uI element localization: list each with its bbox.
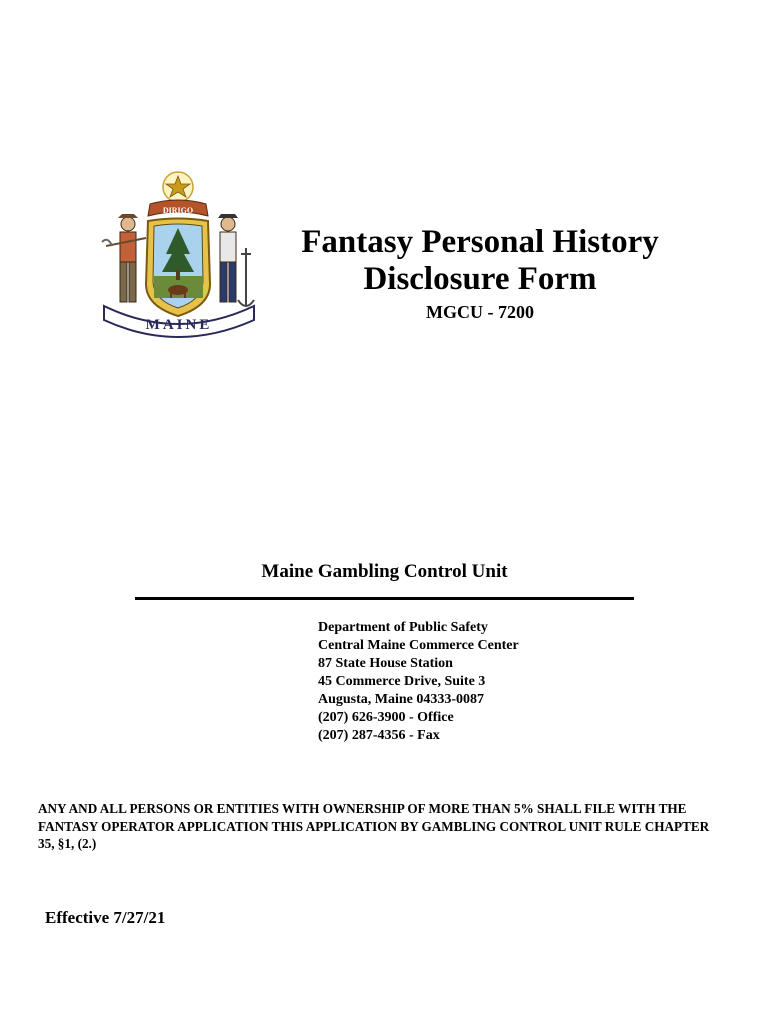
- farmer-figure: [102, 214, 146, 302]
- address-line: 87 State House Station: [318, 656, 453, 671]
- divider: [135, 597, 634, 600]
- address-line: 45 Commerce Drive, Suite 3: [318, 674, 486, 689]
- effective-date: Effective 7/27/21: [45, 908, 166, 927]
- svg-text:DIRIGO: DIRIGO: [162, 206, 194, 215]
- phone-fax: (207) 287-4356 - Fax: [318, 728, 440, 743]
- address-block: [318, 619, 519, 745]
- shield-icon: [146, 219, 210, 317]
- form-number: MGCU - 7200: [426, 302, 534, 322]
- address-line: Department of Public Safety: [318, 620, 488, 635]
- star-icon: [163, 172, 193, 202]
- svg-text:MAINE: MAINE: [145, 317, 213, 333]
- motto-banner: [148, 200, 208, 216]
- address-line: Central Maine Commerce Center: [318, 638, 519, 653]
- agency-name: Maine Gambling Control Unit: [261, 561, 508, 582]
- title-line-1: Fantasy Personal History: [301, 224, 659, 260]
- sailor-figure: [218, 214, 254, 306]
- title-line-2: Disclosure Form: [363, 261, 597, 297]
- state-seal-logo: [98, 166, 260, 342]
- address-line: Augusta, Maine 04333-0087: [318, 692, 485, 707]
- phone-office: (207) 626-3900 - Office: [318, 710, 454, 725]
- page-title: [282, 224, 678, 298]
- ownership-notice: ANY AND ALL PERSONS OR ENTITIES WITH OWNERSHIP OF MORE THAN 5% SHALL FILE WITH THE FANTASY OPERATOR APPLICATION THIS APPLICATION BY GAMBLING CONTROL UNIT RULE CHAPTER 35, §1, (2.): [38, 801, 710, 851]
